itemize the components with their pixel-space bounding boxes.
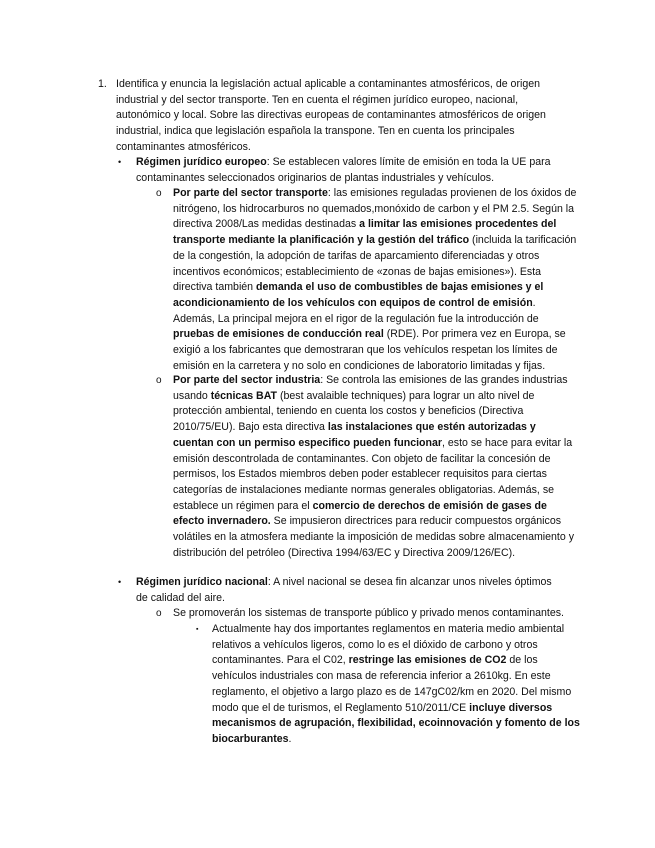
european-regime-text: : Se establecen valores límite de emisión en toda la UE para contaminantes seleccionados originarios de plantas industriales y vehículos. — [136, 156, 551, 184]
national-regime-label: Régimen jurídico nacional — [136, 576, 268, 588]
transport-paragraph — [173, 186, 579, 374]
bullet-marker: • — [118, 577, 122, 587]
regulations-bold-2: incluye diversos mecanismos de agrupación, flexibilidad, ecoinnovación y fomento de los biocarburantes — [212, 701, 580, 745]
transport-bold-2: demanda el uso de combustibles de bajas emisiones y el acondicionamiento de los vehículos con equipos de control de emisión — [173, 281, 544, 309]
national-regime-text: : A nivel nacional se desea fin alcanzar unos niveles óptimos de calidad del aire. — [136, 576, 552, 604]
list-number: 1. — [98, 78, 107, 90]
regulations-bold-1: restringe las emisiones de CO2 — [348, 654, 507, 667]
national-transport-paragraph — [173, 606, 603, 622]
question-paragraph — [116, 77, 556, 156]
transport-bold-3: pruebas de emisiones de conducción real — [173, 328, 384, 341]
national-transport-text: Se promoverán los sistemas de transporte público y privado menos contaminantes. — [173, 607, 564, 619]
industry-bold-2: las instalaciones que estén autorizadas y cuentan con un permiso especifico pueden funcionar — [173, 421, 536, 449]
industry-text-1: : Se controla las emisiones de las grandes industrias usando — [173, 374, 568, 402]
industry-text-4: Se impusieron directrices para reducir compuestos orgánicos volátiles en la atmosfera mediante la imposición de medidas sobre almacenamiento y distribución del petróleo (Directiva 1994/63/EC y Directiva 2009/126/EC). — [173, 515, 575, 559]
industry-label: Por parte del sector industria — [173, 374, 321, 386]
transport-label: Por parte del sector transporte — [173, 187, 328, 199]
transport-text-1: : las emisiones reguladas provienen de los óxidos de nitrógeno, los hidrocarburos no quemados,monóxido de carbon y el PM 2.5. Según la directiva 2008/Las medidas destinadas — [173, 187, 577, 231]
regulations-text-2: de los vehículos industriales con masa de referencia inferior a 2610kg. En este reglamento, el objetivo a largo plazo es de 147gC02/km en 2020. Del mismo modo que el de turismos, el Reglamento 510/2011/CE — [212, 654, 572, 714]
circle-marker: o — [156, 608, 162, 619]
industry-text-2: (best avalaible techniques) para lograr un alto nivel de protección ambiental, teniendo en cuenta los costos y beneficios (Directiva 2010/75/EU). Bajo esta directiva — [173, 389, 535, 434]
regulations-text-3: . — [288, 732, 292, 745]
circle-marker: o — [156, 188, 162, 199]
industry-paragraph — [173, 373, 579, 561]
national-regime-paragraph — [136, 575, 564, 606]
bullet-marker: • — [118, 157, 122, 167]
transport-text-4: (RDE). Por primera vez en Europa, se exigió a los fabricantes que demostraran que los vehículos respetan los límites de emisión en la carretera y no solo en condiciones de laboratorio limitadas y fijas. — [173, 328, 566, 372]
european-regime-paragraph — [136, 155, 558, 186]
circle-marker: o — [156, 375, 162, 386]
transport-bold-1: a limitar las emisiones procedentes del transporte mediante la planificación y la gestión del tráfico — [173, 218, 557, 247]
square-marker: ▪ — [196, 626, 199, 633]
transport-text-3: . Además, La principal mejora en el rigor de la regulación fue la introducción de — [173, 296, 539, 325]
question-text: Identifica y enuncia la legislación actual aplicable a contaminantes atmosféricos, de origen industrial y del sector transporte. Ten en cuenta el régimen jurídico europeo, nacional, autonómico y local. Sobre las directivas europeas de contaminantes atmosféricos de origen industrial, indica que legislación española la transpone. Ten en cuenta los principales contaminantes atmosféricos. — [116, 78, 546, 153]
industry-bold-1: técnicas BAT — [210, 389, 278, 402]
transport-text-2: (incluida la tarificación de la congestión, la adopción de tarifas de aparcamiento diferenciadas y otros incentivos económicos; establecimiento de «zonas de bajas emisiones»). Esta directiva también — [173, 234, 577, 294]
industry-text-3: , esto se hace para evitar la emisión descontrolada de contaminantes. Con objeto de facilitar la concesión de permisos, los Estados miembros deben poder establecer requisitos para ciertas categorías de instalaciones mediante normas generales obligatorias. Además, se establece un régimen para el — [173, 436, 573, 512]
regulations-text-1: Actualmente hay dos importantes reglamentos en materia medio ambiental relativos a vehículos ligeros, como lo es el dióxido de carbono y otros contaminantes. Para el C02, — [212, 623, 565, 667]
european-regime-label: Régimen jurídico europeo — [136, 156, 267, 168]
industry-bold-3: comercio de derechos de emisión de gases de efecto invernadero. — [173, 499, 547, 528]
regulations-paragraph — [212, 622, 584, 748]
